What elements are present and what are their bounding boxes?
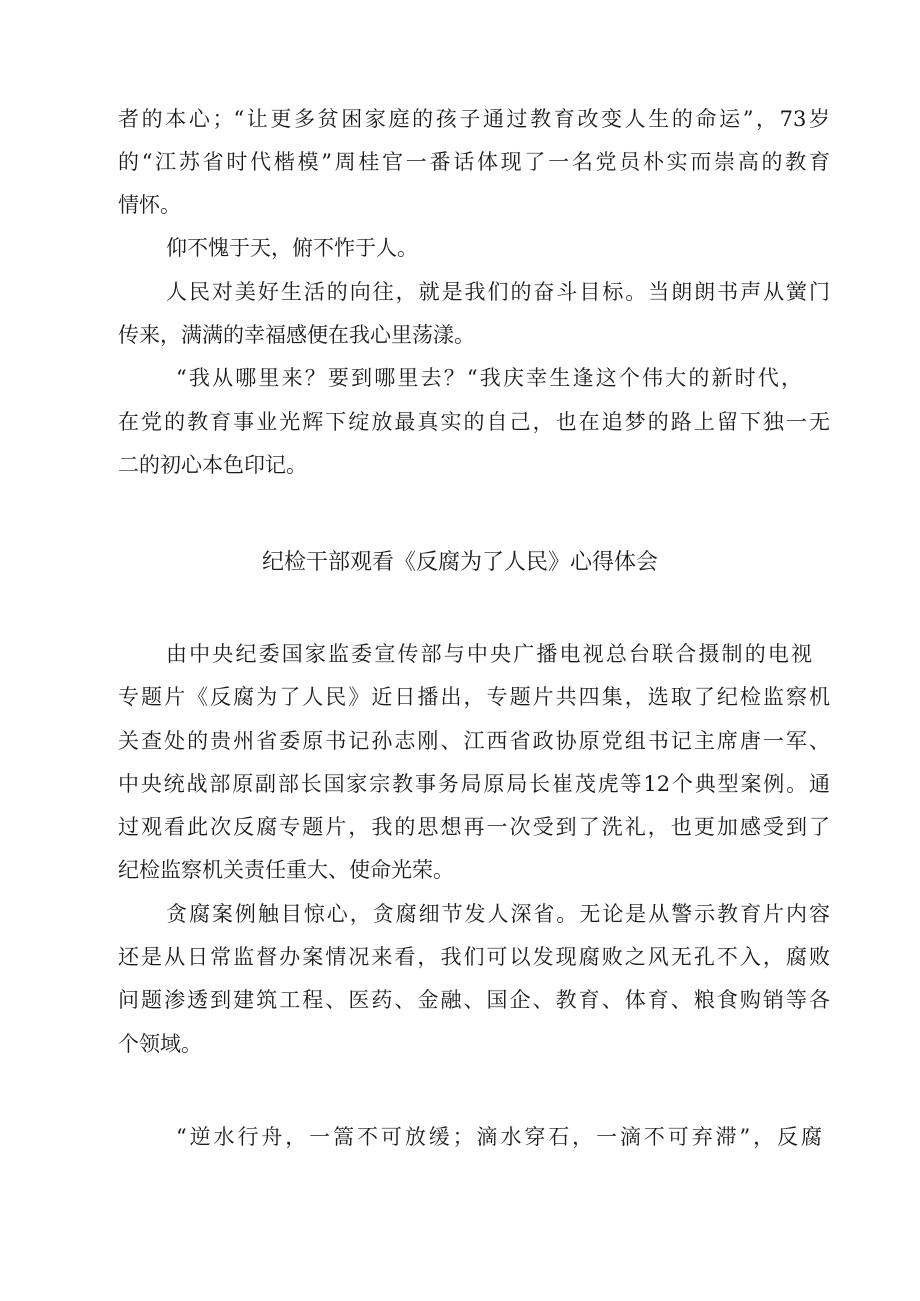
- article-heading: 纪检干部观看《反腐为了人民》心得体会: [261, 550, 658, 575]
- paragraph-line: 还是从日常监督办案情况来看，我们可以发现腐败之风无孔不入，腐败: [118, 945, 830, 969]
- paragraph-line: 人民对美好生活的向往，就是我们的奋斗目标。当朗朗书声从黉门: [166, 280, 830, 304]
- paragraph-line: 关查处的贵州省委原书记孙志刚、江西省政协原党组书记主席唐一军、: [118, 729, 830, 753]
- paragraph-line: 二的初心本色印记。: [118, 453, 307, 477]
- paragraph-line: 过观看此次反腐专题片，我的思想再一次受到了洗礼，也更加感受到了: [118, 815, 830, 839]
- paragraph-line: 在党的教育事业光辉下绽放最真实的自己，也在追梦的路上留下独一无: [118, 410, 830, 434]
- paragraph-line: 贪腐案例触目惊心，贪腐细节发人深省。无论是从警示教育片内容: [166, 902, 830, 926]
- paragraph-line: 问题渗透到建筑工程、医药、金融、国企、教育、体育、粮食购销等各: [118, 988, 830, 1012]
- paragraph-line: “我从哪里来？要到哪里去？“我庆幸生逢这个伟大的新时代，: [176, 366, 802, 390]
- paragraph-line: 专题片《反腐为了人民》近日播出，专题片共四集，选取了纪检监察机: [118, 685, 830, 709]
- paragraph-line: 中央统战部原副部长国家宗教事务局原局长崔茂虎等12个典型案例。通: [118, 772, 830, 796]
- paragraph-line: 传来，满满的幸福感便在我心里荡漾。: [118, 323, 475, 347]
- paragraph-line: “逆水行舟，一篙不可放缓；滴水穿石，一滴不可弃滞”，反腐: [176, 1125, 822, 1149]
- paragraph-line: 者的本心；“让更多贫困家庭的孩子通过教育改变人生的命运”，73岁: [118, 107, 830, 131]
- paragraph-line: 个领域。: [118, 1032, 202, 1056]
- paragraph-line: 纪检监察机关责任重大、使命光荣。: [118, 858, 454, 882]
- paragraph-line: 由中央纪委国家监委宣传部与中央广播电视总台联合摄制的电视: [166, 642, 812, 666]
- paragraph-line: 的“江苏省时代楷模”周桂官一番话体现了一名党员朴实而崇高的教育: [118, 150, 830, 174]
- paragraph-line: 仰不愧于天，俯不怍于人。: [166, 236, 418, 260]
- paragraph-line: 情怀。: [118, 193, 181, 217]
